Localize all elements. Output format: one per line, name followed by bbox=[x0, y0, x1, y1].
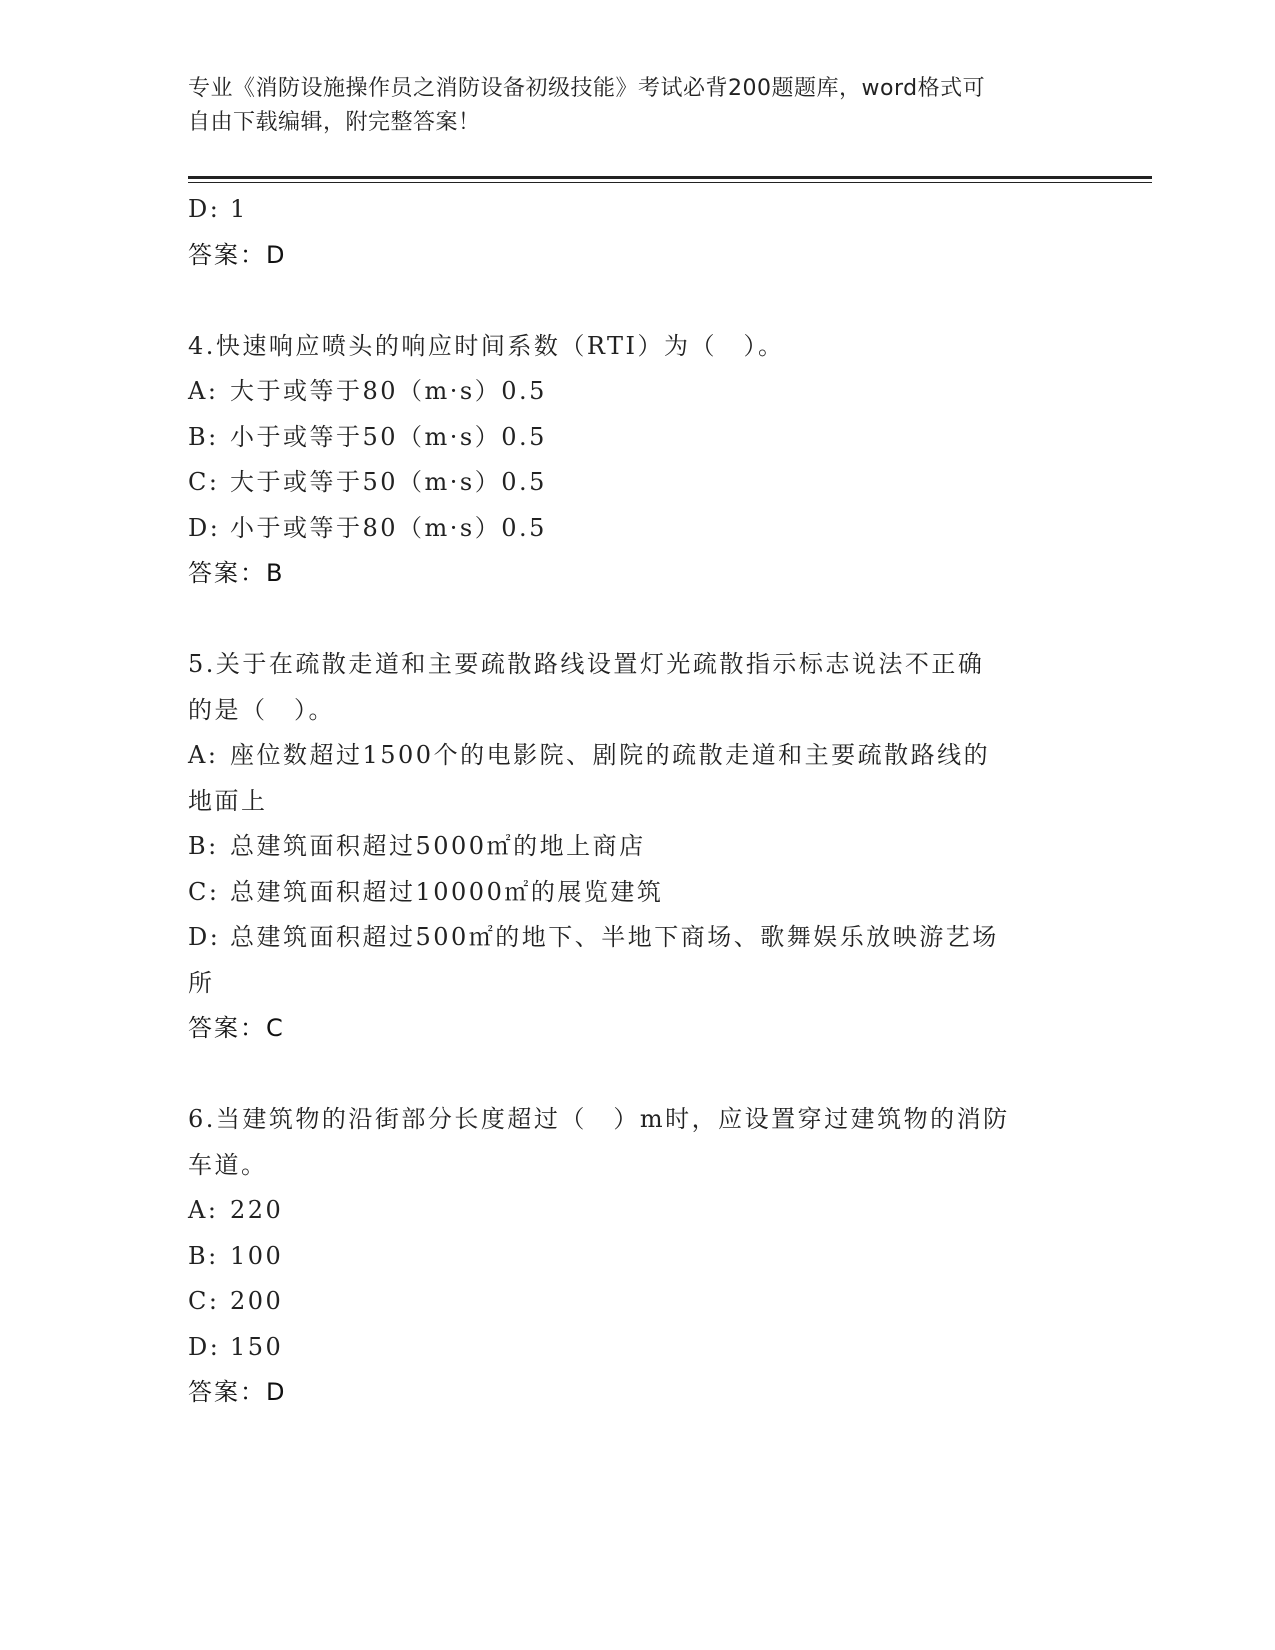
q6-option-d bbox=[188, 1325, 1088, 1371]
option-text: 总建筑面积超过10000㎡的展览建筑 bbox=[230, 877, 664, 906]
option-label: C: bbox=[188, 877, 220, 906]
option-label: A: bbox=[188, 1196, 219, 1224]
option-text: 座位数超过1500个的电影院、剧院的疏散走道和主要疏散路线的 bbox=[230, 741, 991, 769]
q4-option-c bbox=[188, 460, 1088, 506]
q6-stem-line-2: 车道。 bbox=[188, 1150, 268, 1179]
q5-answer: 答案：C bbox=[188, 1014, 285, 1042]
q6-option-b bbox=[188, 1234, 1088, 1280]
option-text: 总建筑面积超过500㎡的地下、半地下商场、歌舞娱乐放映游艺场 bbox=[230, 923, 999, 951]
q5-option-c bbox=[188, 870, 1088, 916]
q6-answer: 答案：D bbox=[188, 1378, 287, 1406]
option-label: B: bbox=[188, 422, 219, 451]
option-label: C: bbox=[188, 1287, 220, 1315]
q4-option-d bbox=[188, 506, 1088, 552]
option-label: D: bbox=[188, 195, 221, 223]
spacer bbox=[188, 1052, 1088, 1098]
q5-option-a bbox=[188, 733, 1088, 779]
q5-option-a-continuation: 地面上 bbox=[188, 786, 268, 815]
option-label: D: bbox=[188, 513, 221, 542]
option-text: 总建筑面积超过5000㎡的地上商店 bbox=[230, 832, 646, 860]
option-label: A: bbox=[188, 741, 219, 769]
option-text: 大于或等于50（m·s）0.5 bbox=[230, 468, 547, 496]
q4-stem: 4.快速响应喷头的响应时间系数（RTI）为（ ）。 bbox=[188, 331, 785, 360]
spacer bbox=[188, 278, 1088, 324]
q6-option-a bbox=[188, 1188, 1088, 1234]
option-label: B: bbox=[188, 1241, 219, 1270]
spacer bbox=[188, 597, 1088, 643]
option-text: 1 bbox=[230, 195, 248, 223]
option-text: 150 bbox=[230, 1332, 284, 1361]
q5-option-b bbox=[188, 824, 1088, 870]
q4-answer: 答案：B bbox=[188, 559, 285, 587]
option-label: B: bbox=[188, 832, 219, 860]
document-header bbox=[188, 72, 1068, 140]
option-label: C: bbox=[188, 468, 220, 496]
q5-stem-line-1: 5.关于在疏散走道和主要疏散路线设置灯光疏散指示标志说法不正确 bbox=[188, 650, 985, 678]
header-divider-thick bbox=[188, 176, 1152, 179]
q5-option-d-continuation: 所 bbox=[188, 968, 215, 997]
option-label: D: bbox=[188, 923, 221, 951]
q5-stem-line-2: 的是（ ）。 bbox=[188, 695, 335, 724]
option-text: 小于或等于80（m·s）0.5 bbox=[230, 513, 547, 542]
q5-option-d bbox=[188, 915, 1088, 961]
q4-option-b bbox=[188, 415, 1088, 461]
option-label: D: bbox=[188, 1332, 221, 1361]
option-text: 小于或等于50（m·s）0.5 bbox=[230, 422, 547, 451]
header-divider-thin bbox=[188, 182, 1152, 183]
header-title-line-2: 自由下载编辑，附完整答案！ bbox=[188, 110, 481, 135]
option-text: 220 bbox=[230, 1196, 284, 1224]
question-list bbox=[188, 187, 1088, 1416]
option-text: 100 bbox=[230, 1241, 284, 1270]
q6-option-c bbox=[188, 1279, 1088, 1325]
q3-option-d bbox=[188, 187, 1088, 233]
header-title-line-1: 专业《消防设施操作员之消防设备初级技能》考试必背200题题库，word格式可 bbox=[188, 76, 986, 101]
option-text: 200 bbox=[230, 1287, 284, 1315]
q6-stem-line-1: 6.当建筑物的沿街部分长度超过（ ）m时，应设置穿过建筑物的消防 bbox=[188, 1105, 1010, 1133]
option-text: 大于或等于80（m·s）0.5 bbox=[230, 377, 547, 405]
q3-answer: 答案：D bbox=[188, 240, 287, 269]
q4-option-a bbox=[188, 369, 1088, 415]
option-label: A: bbox=[188, 377, 219, 405]
